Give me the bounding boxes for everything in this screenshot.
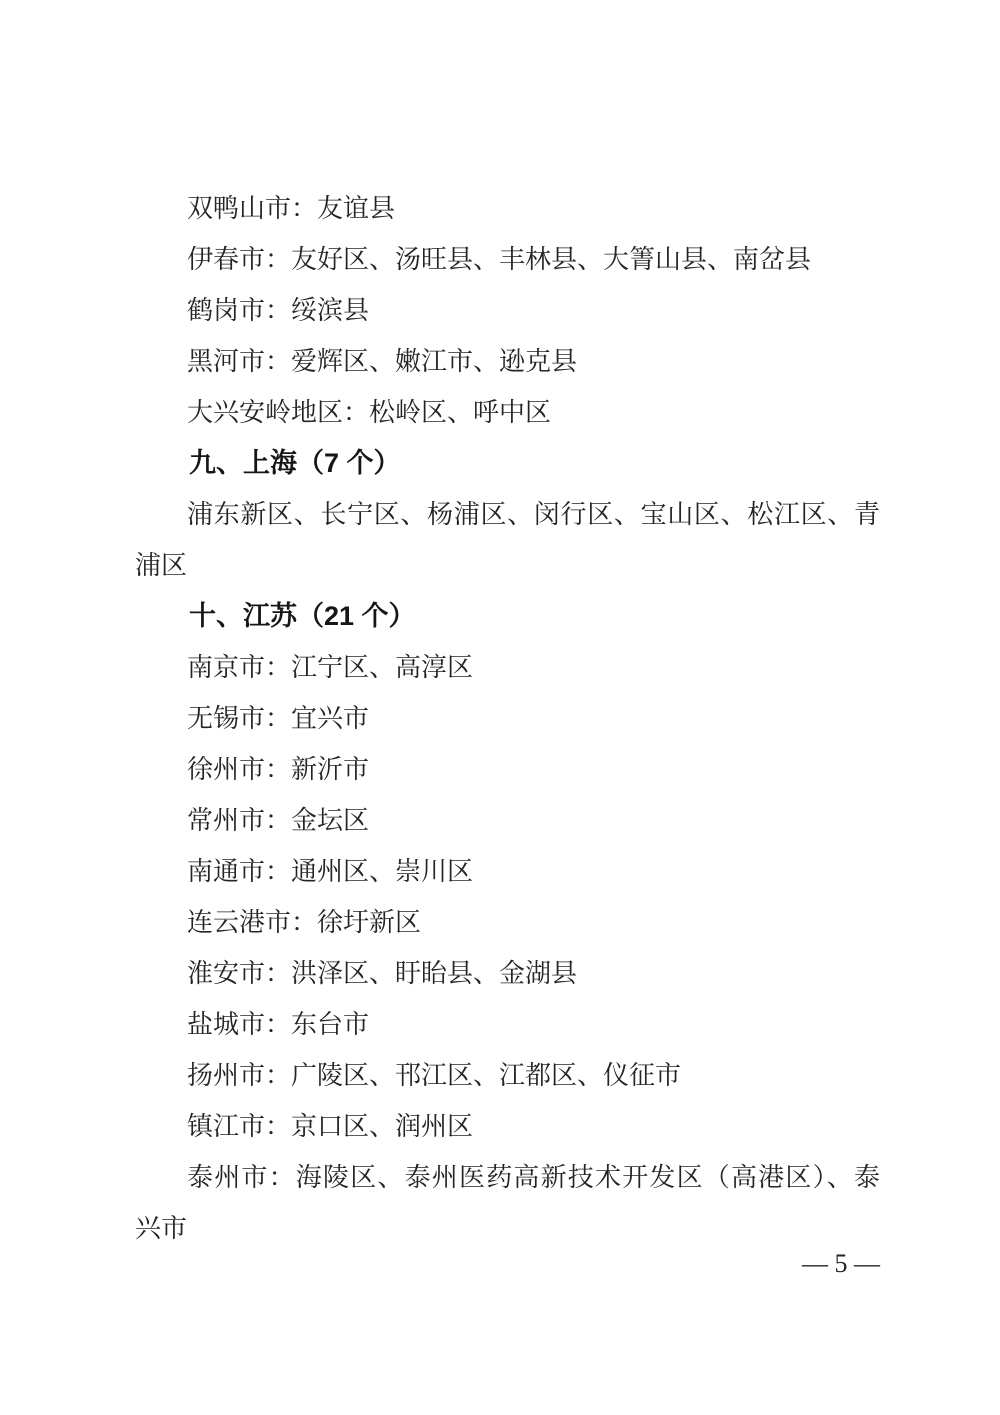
continuation-line: 兴市 (135, 1214, 188, 1243)
body-line: 淮安市：洪泽区、盱眙县、金湖县 (187, 959, 578, 988)
body-line: 泰州市：海陵区、泰州医药高新技术开发区（高港区）、泰 (187, 1163, 880, 1192)
body-line: 浦东新区、长宁区、杨浦区、闵行区、宝山区、松江区、青 (187, 500, 880, 529)
body-line: 盐城市：东台市 (187, 1010, 370, 1039)
body-line: 伊春市：友好区、汤旺县、丰林县、大箐山县、南岔县 (187, 245, 812, 274)
body-line: 南京市：江宁区、高淳区 (187, 653, 474, 682)
body-line: 连云港市：徐圩新区 (187, 908, 422, 937)
body-line: 双鸭山市：友谊县 (187, 194, 396, 223)
body-line: 常州市：金坛区 (187, 806, 370, 835)
body-line: 南通市：通州区、崇川区 (187, 857, 474, 886)
page-number: — 5 — (802, 1249, 880, 1278)
continuation-line: 浦区 (135, 551, 188, 580)
body-line: 徐州市：新沂市 (187, 755, 370, 784)
body-line: 无锡市：宜兴市 (187, 704, 370, 733)
body-line: 黑河市：爱辉区、嫩江市、逊克县 (187, 347, 578, 376)
section-heading-jiangsu: 十、江苏（21 个） (189, 601, 416, 631)
section-heading-shanghai: 九、上海（7 个） (189, 448, 401, 478)
body-line: 镇江市：京口区、润州区 (187, 1112, 474, 1141)
body-line: 大兴安岭地区：松岭区、呼中区 (187, 398, 552, 427)
text-block (135, 183, 880, 1254)
body-line: 扬州市：广陵区、邗江区、江都区、仪征市 (187, 1061, 682, 1090)
body-line: 鹤岗市：绥滨县 (187, 296, 370, 325)
